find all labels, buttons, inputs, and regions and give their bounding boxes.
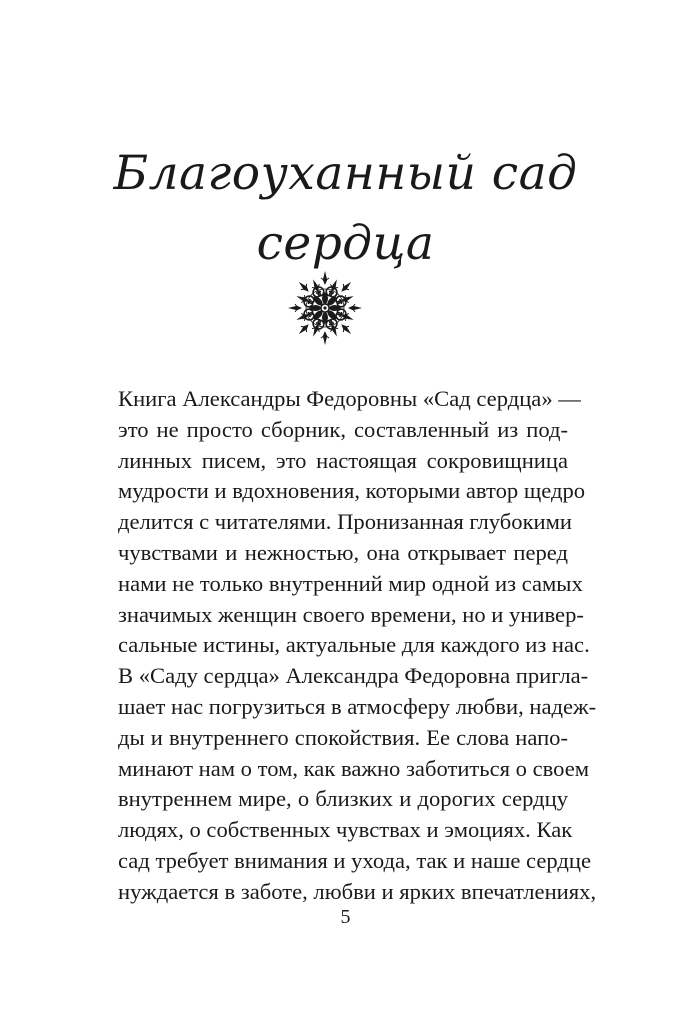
body-text-line: шает нас погрузиться в атмосферу любви, надеж- — [118, 693, 597, 719]
snowflake-ornament-icon — [285, 268, 365, 348]
body-text-line: мудрости и вдохновения, которыми автор щедро — [118, 478, 586, 504]
body-text-line: нами не только внутренний мир одной из самых — [118, 570, 583, 596]
page-number: 5 — [340, 906, 351, 928]
chapter-title-line-2: сердца — [256, 216, 435, 272]
body-text-line: значимых женщин своего времени, но и универ- — [118, 601, 584, 627]
body-text-line: Книга Александры Федоровны «Сад сердца» — — [118, 386, 581, 411]
chapter-title — [0, 139, 691, 279]
chapter-title-line-1: Благоуханный сад — [113, 146, 578, 202]
body-text — [118, 384, 597, 908]
body-text-line: линных писем, это настоящая сокровищница — [118, 447, 568, 473]
body-text-line: ды и внутреннего спокойствия. Ее слова напо- — [118, 724, 568, 750]
body-text-line: нуждается в заботе, любви и ярких впечатлениях, — [118, 878, 597, 904]
body-text-line: сальные истины, актуальные для каждого из нас. — [118, 632, 590, 658]
body-text-line: сад требует внимания и ухода, так и наше сердце — [118, 847, 592, 873]
body-text-line: это не просто сборник, составленный из под- — [118, 416, 568, 442]
body-text-line: чувствами и нежностью, она открывает перед — [118, 539, 568, 565]
body-text-line: минают нам о том, как важно заботиться о своем — [118, 755, 590, 781]
body-text-line: В «Саду сердца» Александра Федоровна пригла- — [118, 663, 589, 689]
body-text-line: внутреннем мире, о близких и дорогих сердцу — [118, 786, 568, 812]
body-text-line: людях, о собственных чувствах и эмоциях. Как — [118, 817, 573, 843]
body-text-line: делится с читателями. Пронизанная глубокими — [118, 509, 573, 535]
